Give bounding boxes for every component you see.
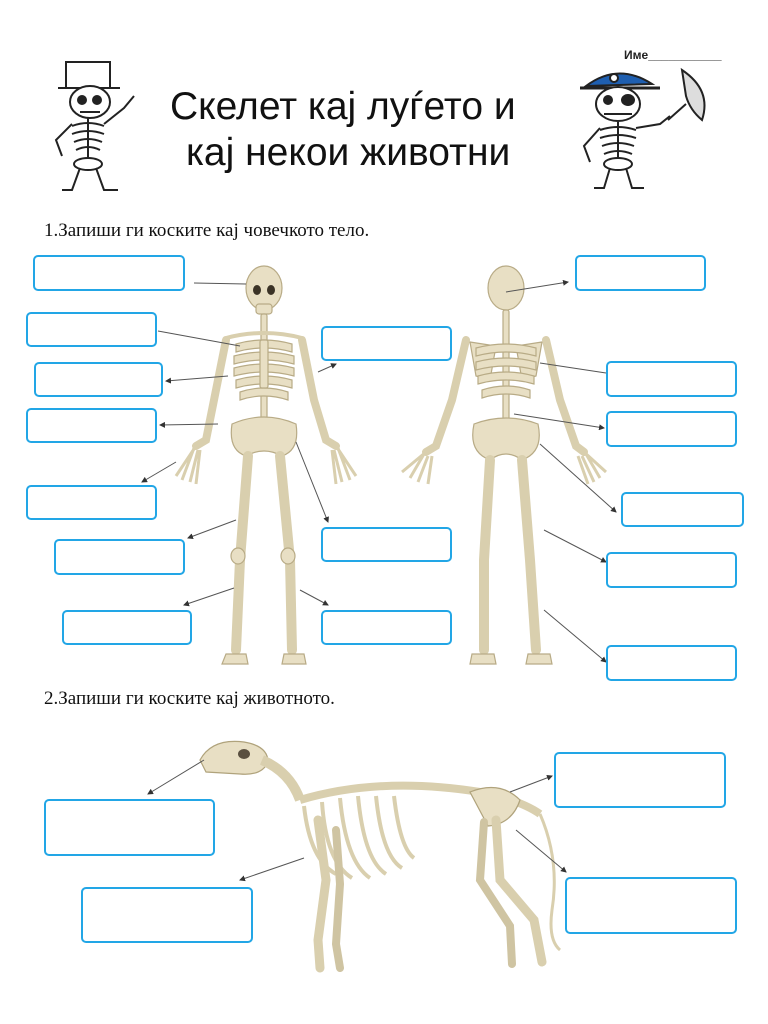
answer-box-dog-spine[interactable]	[554, 752, 726, 808]
answer-box-dog-skull[interactable]	[44, 799, 215, 856]
answer-box-skull[interactable]	[33, 255, 185, 291]
answer-box-dog-ribs[interactable]	[81, 887, 253, 943]
answer-box-back-femur[interactable]	[606, 552, 737, 588]
answer-box-scapula[interactable]	[606, 361, 737, 397]
answer-box-radius-ulna[interactable]	[621, 492, 744, 527]
question-1-text: 1.Запиши ги коските кај човечкото тело.	[44, 220, 370, 241]
answer-box-fibula[interactable]	[321, 610, 452, 645]
name-blank-line: ___________	[648, 48, 722, 62]
answer-box-hand[interactable]	[26, 485, 157, 520]
title-line-1: Скелет кај луѓето и	[170, 85, 516, 128]
name-field-label	[624, 48, 722, 62]
question-2-text: 2.Запиши ги коските кај животното.	[44, 688, 335, 709]
answer-box-back-skull[interactable]	[575, 255, 706, 291]
answer-box-humerus[interactable]	[321, 326, 452, 361]
answer-box-spine[interactable]	[26, 408, 157, 443]
page-title	[170, 84, 590, 176]
answer-box-dog-hindleg[interactable]	[565, 877, 737, 934]
title-line-2: кај некои животни	[186, 131, 511, 174]
answer-box-tibia[interactable]	[62, 610, 192, 645]
answer-box-pelvis[interactable]	[321, 527, 452, 562]
answer-box-vertebrae[interactable]	[606, 411, 737, 447]
answer-box-ribs[interactable]	[34, 362, 163, 397]
answer-box-femur[interactable]	[54, 539, 185, 575]
answer-box-back-tibia[interactable]	[606, 645, 737, 681]
name-label-text: Име	[624, 48, 649, 62]
answer-box-clavicle[interactable]	[26, 312, 157, 347]
